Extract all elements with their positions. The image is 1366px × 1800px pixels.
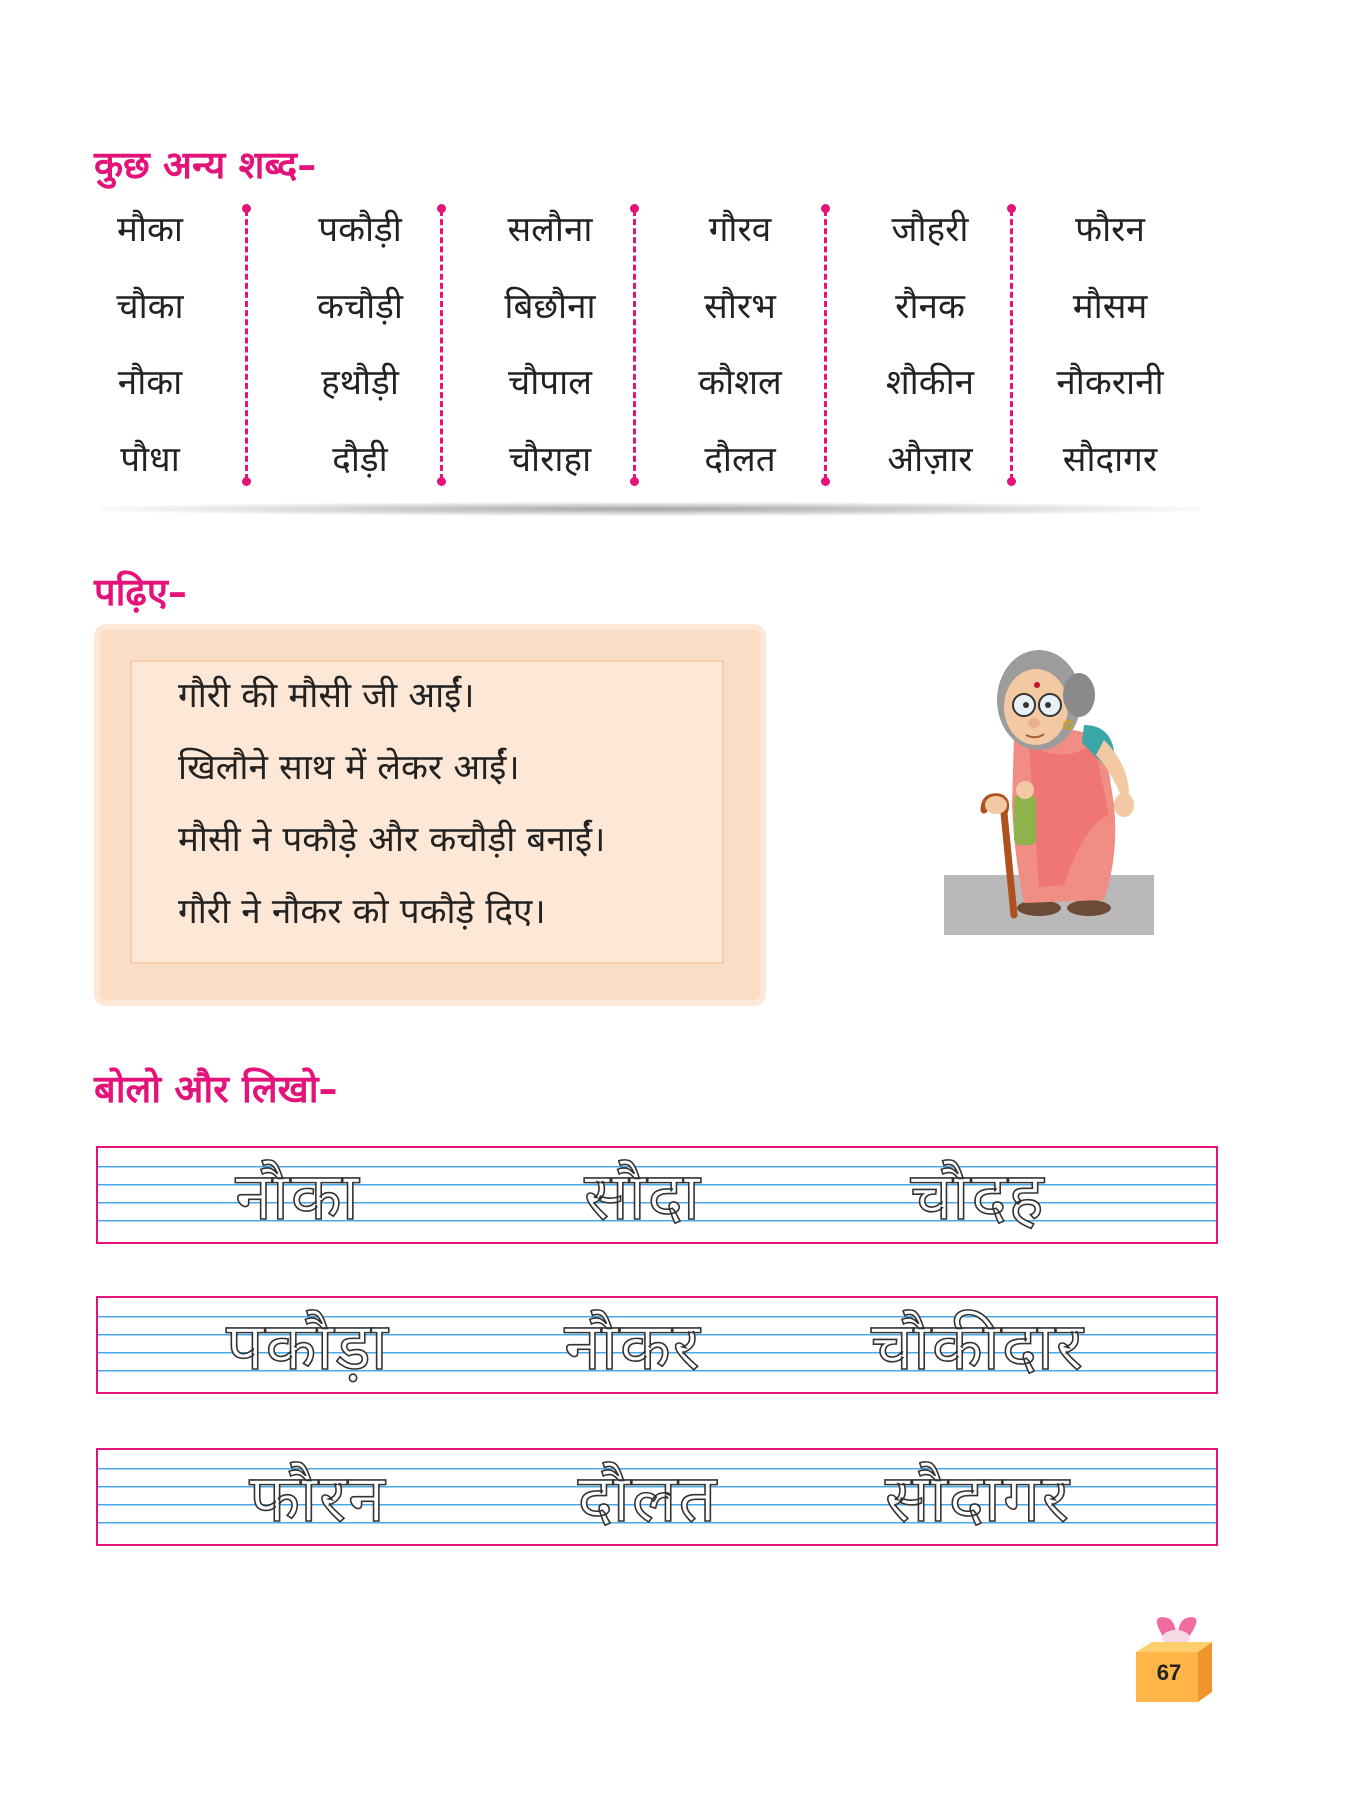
word: फौरन — [1075, 210, 1145, 250]
word: चौपाल — [508, 363, 592, 404]
page-number: 67 — [1156, 1660, 1182, 1685]
passage-line: खिलौने साथ में लेकर आईं। — [178, 748, 520, 788]
trace-word: सौदा — [584, 1158, 702, 1235]
word: कौशल — [698, 363, 782, 404]
section-heading-write: बोलो और लिखो– — [94, 1067, 338, 1111]
word-column-1 — [80, 200, 220, 490]
passage-line: गौरी की मौसी जी आईं। — [178, 676, 475, 716]
trace-word: फौरन — [249, 1460, 387, 1537]
trace-word: दौलत — [577, 1460, 719, 1537]
passage-line: मौसी ने पकौड़े और कचौड़ी बनाईं। — [178, 820, 606, 860]
word: पकौड़ी — [318, 210, 402, 250]
trace-word: पकौड़ा — [226, 1308, 390, 1385]
word: चौराहा — [508, 439, 592, 480]
word: सौदागर — [1062, 439, 1158, 480]
column-separator — [1010, 210, 1013, 480]
column-separator — [245, 210, 248, 480]
trace-word: नौका — [235, 1158, 361, 1235]
word: नौकरानी — [1056, 363, 1164, 404]
word-column-3 — [460, 200, 640, 490]
word: दौलत — [704, 439, 776, 480]
column-separator — [824, 210, 827, 480]
writing-row-2 — [96, 1296, 1218, 1394]
trace-word: चौकीदार — [871, 1308, 1085, 1385]
reading-passage — [178, 660, 738, 948]
writing-row-3 — [96, 1448, 1218, 1546]
word: पौधा — [120, 439, 180, 480]
word: जौहरी — [891, 210, 969, 250]
grandmother-illustration — [944, 625, 1154, 935]
word: सौरभ — [704, 286, 776, 327]
word-column-5 — [845, 200, 1015, 490]
trace-word: नौकर — [564, 1308, 702, 1385]
writing-row-1 — [96, 1146, 1218, 1244]
gift-box-icon — [1128, 1608, 1224, 1708]
trace-word: चौदह — [910, 1158, 1046, 1235]
word-column-2 — [260, 200, 460, 490]
column-separator — [633, 210, 636, 480]
word-table — [100, 200, 1200, 490]
word: नौका — [117, 363, 183, 404]
word: औज़ार — [887, 439, 973, 480]
word: मौसम — [1072, 286, 1148, 327]
table-shadow-divider — [100, 502, 1200, 516]
word: शौकीन — [885, 363, 975, 404]
section-heading-read: पढ़िए– — [94, 570, 187, 614]
column-separator — [440, 210, 443, 480]
word: चौका — [116, 286, 184, 327]
word: सलौना — [507, 210, 593, 250]
section-heading-words: कुछ अन्य शब्द– — [94, 143, 317, 187]
passage-line: गौरी ने नौकर को पकौड़े दिए। — [178, 892, 546, 932]
word-column-4 — [655, 200, 825, 490]
word: रौनक — [895, 286, 965, 327]
word: बिछौना — [504, 286, 596, 327]
word: दौड़ी — [332, 439, 388, 480]
word: गौरव — [708, 210, 772, 250]
word: हथौड़ी — [321, 363, 399, 404]
word: मौका — [117, 210, 183, 250]
trace-word: सौदागर — [884, 1460, 1071, 1537]
word-column-6 — [1020, 200, 1200, 490]
word: कचौड़ी — [317, 286, 403, 327]
